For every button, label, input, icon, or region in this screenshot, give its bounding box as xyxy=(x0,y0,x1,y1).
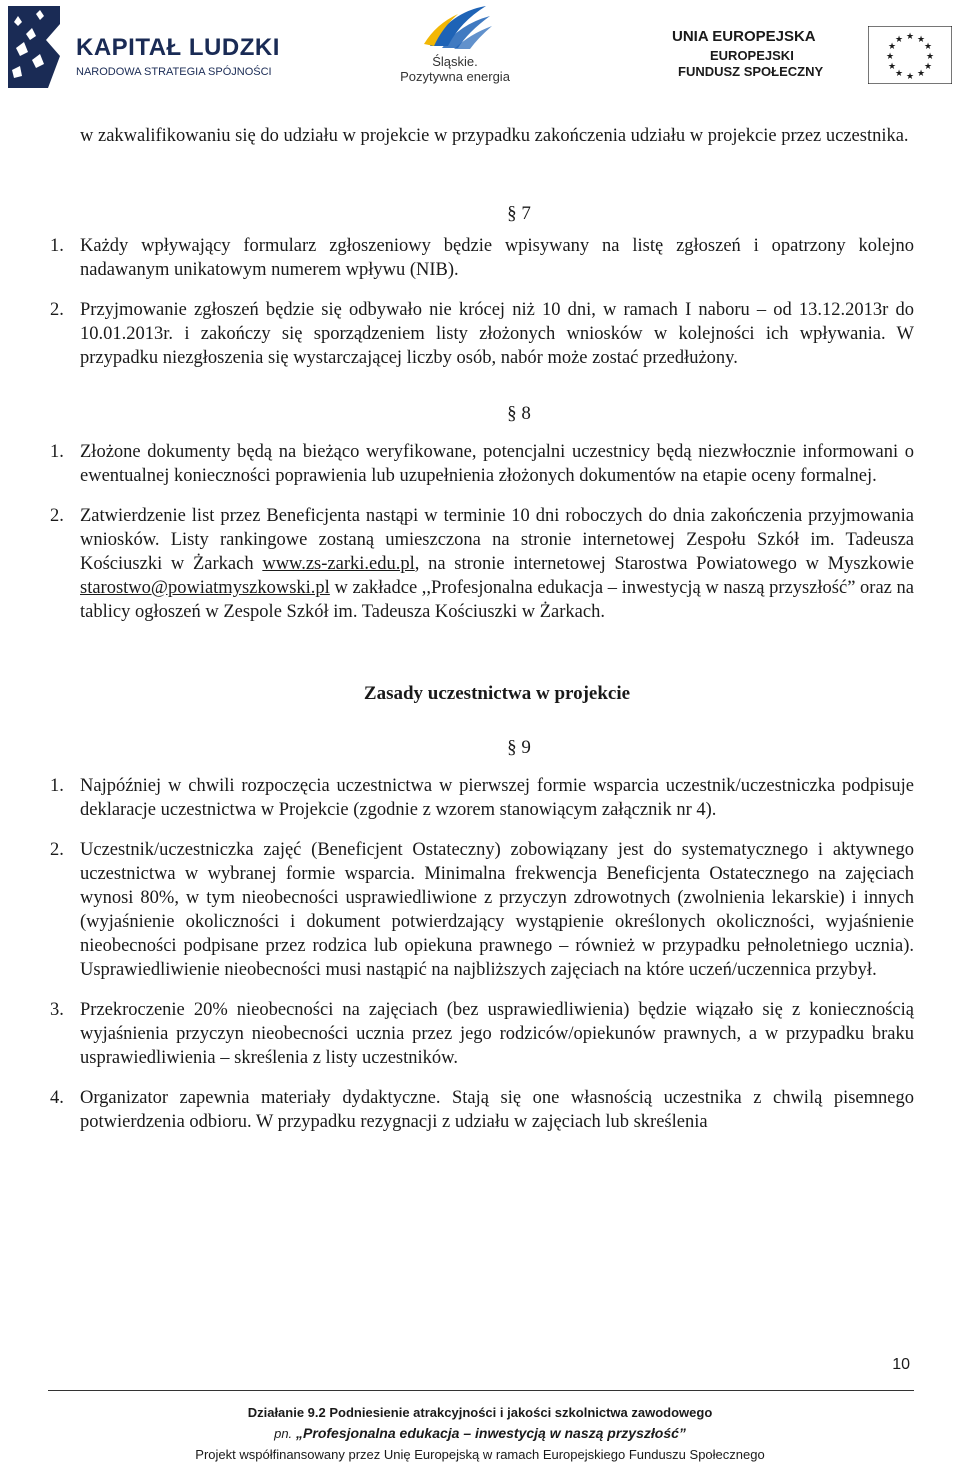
school-website-link[interactable]: www.zs-zarki.edu.pl xyxy=(262,554,415,574)
section-7-label: § 7 xyxy=(507,203,531,224)
footer-project-title xyxy=(0,1423,960,1444)
item-text: Uczestnik/uczestniczka zajęć (Beneficjent Ostateczny) zobowiązany jest do systematycznego i aktywnego uczestnictwa w wybranej formie wsparcia. Minimalna frekwencja Beneficjenta Ostatecznego na zajęciach wynosi 80%, w tym nieobecności usprawiedliwione z przyczyn zdrowotnych (zwolnienia lekarskie) i innych (wyjaśnienie okoliczności i dokument potwierdzający wystąpienie określonych okoliczności, wyjaśnienie nieobecności podpisane przez rodzica lub opiekuna prawnego – również w przypadku pełnoletniego ucznia). Usprawiedliwienie nieobecności musi nastąpić na najbliższych zajęciach na które uczeń/uczennica przybył. xyxy=(80,840,914,980)
footer-divider xyxy=(48,1390,914,1391)
footer-project-prefix: pn. xyxy=(274,1426,293,1441)
item-number: 1. xyxy=(50,776,64,796)
svg-text:★: ★ xyxy=(923,42,933,52)
section-8-label: § 8 xyxy=(507,403,531,424)
item-text-a: Zatwierdzenie list przez Beneficjenta nastąpi w terminie 10 dni roboczych do dnia zakończenia przyjmowania wniosków. Listy rankingowe zostaną umieszczona na stronie internetowej Zespołu Szkół im. Tadeusza Kościuszki w Żarkach xyxy=(80,506,914,574)
item-text: Przekroczenie 20% nieobecności na zajęciach (bez usprawiedliwienia) będzie wiązało się z koniecznością wyjaśnienia przyczyn nieobecności ucznia przez jego rodziców/opiekunów prawnych, a w przypadku braku usprawiedliwienia – skreślenia z listy uczestników. xyxy=(80,1000,914,1068)
kapital-ludzki-title: KAPITAŁ LUDZKI xyxy=(76,34,280,61)
item-text: Organizator zapewnia materiały dydaktyczne. Stają się one własnością uczestnika z chwilą pisemnego potwierdzenia odbioru. W przypadku rezygnacji z udziału w zajęciach lub skreślenia xyxy=(80,1088,914,1132)
item-text: Każdy wpływający formularz zgłoszeniowy będzie wpisywany na listę zgłoszeń i opatrzony kolejno nadawanym unikatowym numerem wpływu (NIB). xyxy=(80,236,914,280)
footer-cofinancing-line: Projekt współfinansowany przez Unię Europejską w ramach Europejskiego Funduszu Społecznego xyxy=(195,1447,765,1462)
svg-text:★: ★ xyxy=(887,42,897,52)
eu-logo-line2: EUROPEJSKI xyxy=(710,48,794,63)
item-number: 2. xyxy=(50,840,64,860)
item-number: 3. xyxy=(50,1000,64,1020)
item-number: 4. xyxy=(50,1088,64,1108)
eu-stars-flag-icon xyxy=(868,26,952,84)
svg-text:★: ★ xyxy=(885,52,895,62)
footer-action-line: Działanie 9.2 Podniesienie atrakcyjności i jakości szkolnictwa zawodowego xyxy=(247,1405,713,1420)
slaskie-subtitle: Pozytywna energia xyxy=(400,69,510,84)
svg-text:★: ★ xyxy=(916,69,926,79)
slaskie-title: Śląskie. xyxy=(432,54,478,69)
item-number: 2. xyxy=(50,300,64,320)
svg-text:★: ★ xyxy=(923,62,933,72)
page-footer xyxy=(0,1402,960,1464)
eu-logo xyxy=(672,20,954,86)
sec8-item-1 xyxy=(50,440,914,488)
sec9-item-1 xyxy=(50,774,914,822)
svg-text:★: ★ xyxy=(916,35,926,45)
slaskie-emblem-icon xyxy=(390,2,520,52)
section-heading: Zasady uczestnictwa w projekcie xyxy=(363,683,631,704)
item-number: 1. xyxy=(50,442,64,462)
sec8-item-2 xyxy=(50,504,914,624)
slaskie-logo xyxy=(390,2,520,88)
kapital-ludzki-subtitle: NARODOWA STRATEGIA SPÓJNOŚCI xyxy=(76,66,272,78)
intro-paragraph: w zakwalifikowaniu się do udziału w projekcie w przypadku zakończenia udziału w projekcie przez uczestnika. xyxy=(80,126,909,146)
kapital-ludzki-emblem-icon xyxy=(6,4,68,88)
svg-text:★: ★ xyxy=(894,35,904,45)
item-text-b: , na stronie internetowej Starostwa Powiatowego w Myszkowie xyxy=(414,554,914,574)
svg-text:★: ★ xyxy=(887,62,897,72)
eu-logo-line3: FUNDUSZ SPOŁECZNY xyxy=(678,64,824,79)
section-9-label: § 9 xyxy=(507,737,531,758)
item-text: Najpóźniej w chwili rozpoczęcia uczestnictwa w pierwszej formie wsparcia uczestnik/uczestniczka podpisuje deklaracje uczestnictwa w Projekcie (zgodnie z wzorem stanowiącym załącznik nr 4). xyxy=(80,776,914,820)
document-body xyxy=(50,124,914,1134)
sec9-item-4 xyxy=(50,1086,914,1134)
svg-text:★: ★ xyxy=(905,32,915,42)
page-number: 10 xyxy=(892,1356,910,1373)
page-header xyxy=(0,0,960,92)
item-text-c: w zakładce ,,Profesjonalna edukacja – inwestycją w naszą przyszłość” oraz na tablicy ogłoszeń w Zespole Szkół im. Tadeusza Kościuszki w Żarkach. xyxy=(80,578,914,622)
item-number: 1. xyxy=(50,236,64,256)
footer-project-name: „Profesjonalna edukacja – inwestycją w naszą przyszłość” xyxy=(292,1425,686,1441)
item-number: 2. xyxy=(50,506,64,526)
kapital-ludzki-logo xyxy=(6,4,280,88)
eu-logo-line1: UNIA EUROPEJSKA xyxy=(672,28,816,45)
svg-text:★: ★ xyxy=(894,69,904,79)
svg-text:★: ★ xyxy=(905,72,915,82)
item-text: Przyjmowanie zgłoszeń będzie się odbywało nie krócej niż 10 dni, w ramach I naboru – od 13.12.2013r do 10.01.2013r. i zakończy się sporządzeniem listy złożonych wniosków w kolejności ich wpływania. W przypadku niezgłoszenia się wystarczającej liczby osób, nabór może zostać przedłużony. xyxy=(80,300,914,368)
item-text: Złożone dokumenty będą na bieżąco weryfikowane, potencjalni uczestnicy będą niezwłocznie informowani o ewentualnej konieczności poprawienia lub uzupełnienia złożonych dokumentów na etapie oceny formalnej. xyxy=(80,442,914,486)
sec9-item-2 xyxy=(50,838,914,982)
starostwo-email-link[interactable]: starostwo@powiatmyszkowski.pl xyxy=(80,578,330,598)
sec7-item-2 xyxy=(50,298,914,370)
sec7-item-1 xyxy=(50,234,914,282)
svg-text:★: ★ xyxy=(925,52,935,62)
sec9-item-3 xyxy=(50,998,914,1070)
